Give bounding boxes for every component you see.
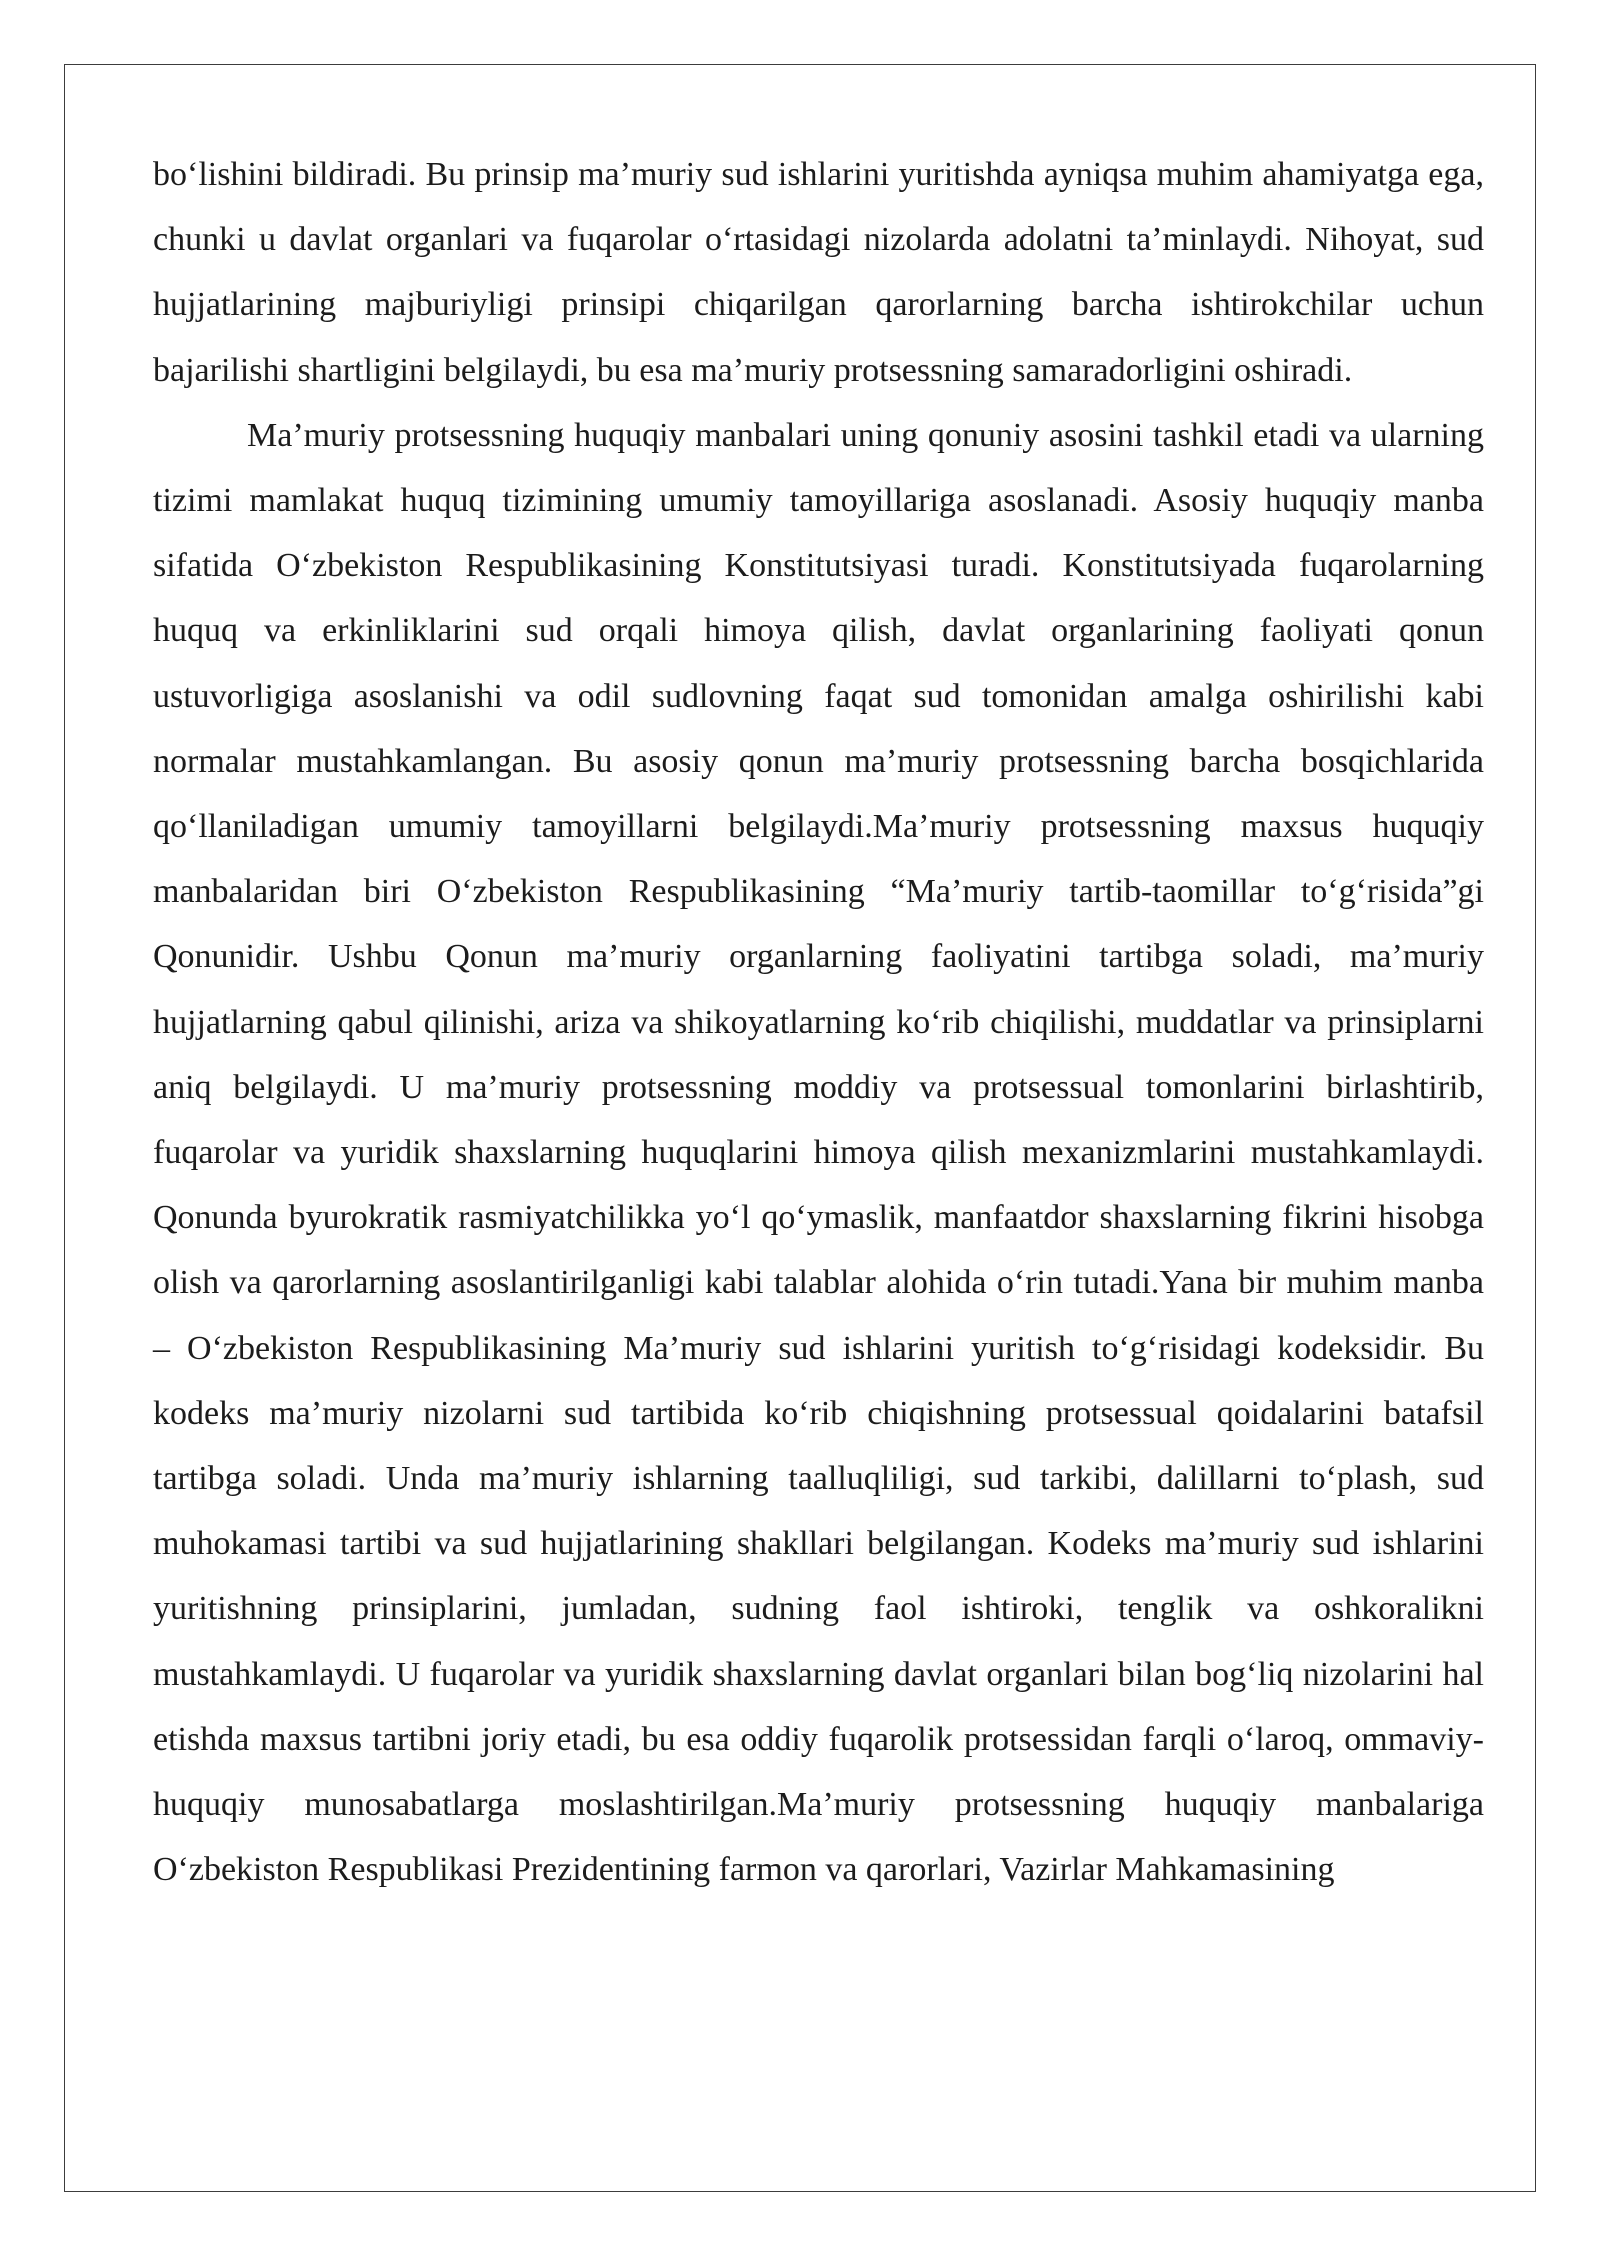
paragraph-2: Ma’muriy protsessning huquqiy manbalari uning qonuniy asosini tashkil etadi va ularning tizimi mamlakat huquq tizimining umumiy tamoyillariga asoslanadi. Asosiy huquqiy manba sifatida O‘zbekiston Respublikasining Konstitutsiyasi turadi. Konstitutsiyada fuqarolarning huquq va erkinliklarini sud orqali himoya qilish, davlat organlarining faoliyati qonun ustuvorligiga asoslanishi va odil sudlovning faqat sud tomonidan amalga oshirilishi kabi normalar mustahkamlangan. Bu asosiy qonun ma’muriy protsessning barcha bosqichlarida qo‘llaniladigan umumiy tamoyillarni belgilaydi.Ma’muriy protsessning maxsus huquqiy manbalaridan biri O‘zbekiston Respublikasining “Ma’muriy tartib-taomillar to‘g‘risida”gi Qonunidir. Ushbu Qonun ma’muriy organlarning faoliyatini tartibga soladi, ma’muriy hujjatlarning qabul qilinishi, ariza va shikoyatlarning ko‘rib chiqilishi, muddatlar va prinsiplarni aniq belgilaydi. U ma’muriy protsessning moddiy va protsessual tomonlarini birlashtirib, fuqarolar va yuridik shaxslarning huquqlarini himoya qilish mexanizmlarini mustahkamlaydi. Qonunda byurokratik rasmiyatchilikka yo‘l qo‘ymaslik, manfaatdor shaxslarning fikrini hisobga olish va qarorlarning asoslantirilganligi kabi talablar alohida o‘rin tutadi.Yana bir muhim manba – O‘zbekiston Respublikasining Ma’muriy sud ishlarini yuritish to‘g‘risidagi kodeksidir. Bu kodeks ma’muriy nizolarni sud tartibida ko‘rib chiqishning protsessual qoidalarini batafsil tartibga soladi. Unda ma’muriy ishlarning taalluqliligi, sud tarkibi, dalillarni to‘plash, sud muhokamasi tartibi va sud hujjatlarining shakllari belgilangan. Kodeks ma’muriy sud ishlarini yuritishning prinsiplarini, jumladan, sudning faol ishtiroki, tenglik va oshkoralikni mustahkamlaydi. U fuqarolar va yuridik shaxslarning davlat organlari bilan bog‘liq nizolarini hal etishda maxsus tartibni joriy etadi, bu esa oddiy fuqarolik protsessidan farqli o‘laroq, ommaviy-huquqiy munosabatlarga moslashtirilgan.Ma’muriy protsessning huquqiy manbalariga O‘zbekiston Respublikasi Prezidentining farmon va qarorlari, Vazirlar Mahkamasining: [153, 416, 1484, 1889]
paragraph-1: bo‘lishini bildiradi. Bu prinsip ma’muriy sud ishlarini yuritishda ayniqsa muhim ahamiyatga ega, chunki u davlat organlari va fuqarolar o‘rtasidagi nizolarda adolatni ta’minlaydi. Nihoyat, sud hujjatlarining majburiyligi prinsipi chiqarilgan qarorlarning barcha ishtirokchilar uchun bajarilishi shartligini belgilaydi, bu esa ma’muriy protsessning samaradorligini oshiradi.: [153, 156, 1484, 389]
document-body: [153, 142, 1484, 1902]
